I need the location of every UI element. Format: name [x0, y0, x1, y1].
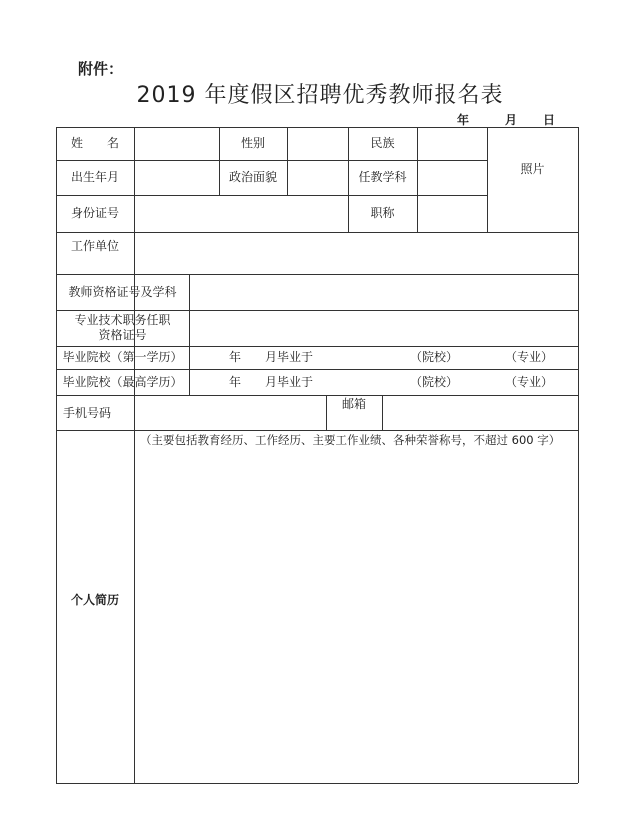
table-line	[578, 127, 579, 783]
political-label: 政治面貌	[228, 170, 277, 184]
table-line	[56, 783, 578, 784]
professional-cert-line-2: 资格证号	[98, 328, 147, 342]
title-rank-label: 职称	[370, 206, 395, 220]
professional-cert-line-1: 专业技术职务任职	[74, 313, 171, 327]
email-label: 邮箱	[341, 396, 366, 411]
resume-note: （主要包括教育经历、工作经历、主要工作业绩、各种荣誉称号，不超过 600 字）	[140, 433, 561, 447]
date-day: 日	[543, 113, 556, 127]
first-degree-grad-text: 年 月毕业于	[229, 350, 314, 364]
resume-label: 个人简历	[70, 592, 119, 607]
highest-degree-grad-text: 年 月毕业于	[229, 374, 314, 389]
ethnicity-label: 民族	[370, 136, 395, 150]
professional-cert-label	[56, 310, 189, 346]
id-number-label: 身份证号	[70, 206, 119, 220]
table-line	[134, 430, 135, 783]
table-line	[287, 127, 288, 195]
table-line	[382, 395, 383, 430]
highest-degree-major: （专业）	[505, 374, 554, 389]
first-degree-school: （院校）	[410, 350, 459, 364]
highest-degree-school: （院校）	[410, 374, 459, 389]
gender-label: 性别	[240, 136, 265, 150]
highest-degree-label: 毕业院校（最高学历）	[62, 374, 183, 389]
phone-label: 手机号码	[62, 406, 111, 420]
attachment-label: 附件：	[78, 60, 124, 78]
name-label: 姓 名	[70, 136, 119, 150]
subject-label: 任教学科	[358, 170, 407, 184]
first-degree-label: 毕业院校（第一学历）	[62, 350, 183, 364]
date-month: 月	[505, 113, 518, 127]
birth-label: 出生年月	[70, 170, 119, 184]
table-line	[189, 274, 190, 395]
table-line	[417, 127, 418, 232]
photo-label: 照片	[520, 161, 545, 176]
workplace-label: 工作单位	[70, 238, 119, 253]
teacher-cert-label: 教师资格证号及学科	[68, 284, 177, 299]
first-degree-major: （专业）	[505, 350, 554, 364]
date-year: 年	[457, 113, 470, 127]
form-title: 2019 年度假区招聘优秀教师报名表	[136, 83, 504, 108]
